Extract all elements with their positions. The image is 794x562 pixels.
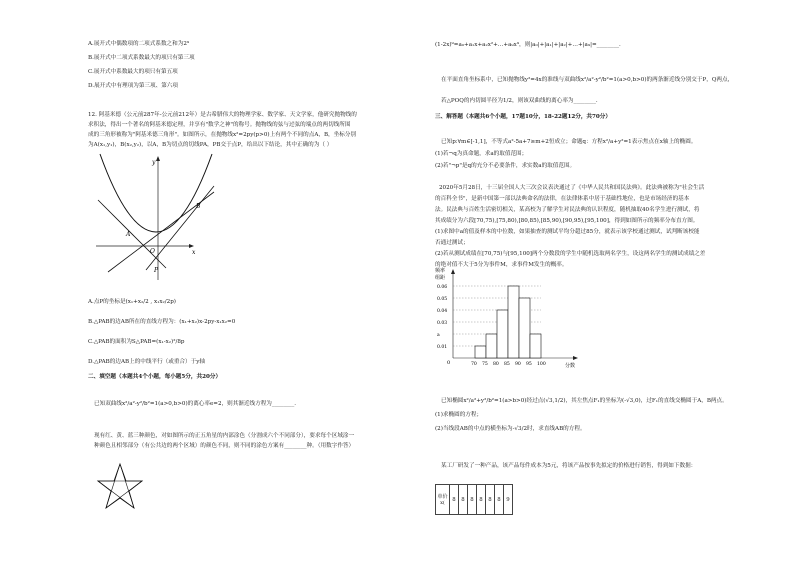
hist-title-top: 频率 (435, 268, 446, 274)
hist-origin: 0 (447, 360, 451, 366)
table-cell: 8 (450, 485, 459, 515)
q18-line: (1)求图中a的值及样本的中位数，如果抽查的测试平均分超过85分，就表示该学校通过测试，试判断该校能 (435, 229, 700, 235)
hist-x-tick-label: 85 (504, 362, 510, 367)
y-label: y (152, 159, 156, 166)
q12-line: 求积法，得出一个著名的阿基米德定理，并享有"数学之神"的称号。抛物线的弦与过弦的端点的两切线所围 (88, 122, 351, 128)
hist-bar (519, 298, 530, 358)
x-label: x (192, 249, 196, 256)
q18-line: 的百科全书"，是新中国第一部以法典命名的法律，在法律体系中居于基础性地位，也是市场经济的基本 (435, 196, 690, 202)
hist-y-arrow (451, 269, 455, 274)
hist-y-tick-label: 0.05 (437, 296, 448, 302)
hist-bar (475, 346, 486, 358)
section-2-title: 二、填空题（本题共4个小题，每小题5分，共20分） (88, 374, 222, 380)
q15-text: (1-2x)⁹=a₀+a₁x+a₂x²+…+a₉x⁹，则|a₀|+|a₁|+|a₂|+…+|a₉|=________. (435, 42, 621, 48)
table-row (436, 485, 513, 515)
q17-line: 已知p:∀m∈[-1,1]，不等式a²-5a+7≥m+2恒成立；命题q：方程x²/a+y²=1表示焦点在x轴上的椭圆。 (441, 139, 697, 145)
table-cell: 8 (468, 485, 477, 515)
hist-bar (530, 334, 541, 358)
table-cell: 8 (459, 485, 468, 515)
option-c: C.展开式中系数最大的项只有第五项 (88, 69, 178, 75)
hist-bar (486, 334, 497, 358)
option-d: D.展开式中有理项为第三项、第六项 (88, 83, 178, 89)
hist-x-tick-label: 75 (482, 362, 488, 367)
q17-line: (2)若"¬p"是q的充分不必要条件，求实数a的取值范围。 (435, 163, 576, 169)
hist-x-tick-label: 90 (515, 362, 521, 367)
point-b-label: B (196, 203, 201, 210)
q19-line: (1)求椭圆的方程； (435, 412, 483, 418)
q12-option-a: A.点P的坐标是(x₁+x₂/2 , x₁x₂/2p) (88, 299, 176, 305)
hist-x-arrow (573, 356, 578, 360)
q12-option-b: B.△PAB的边AB所在的直线方程为：(x₁+x₂)x-2py-x₁x₂=0 (88, 319, 236, 325)
table-header-cell: 单价x( (436, 485, 450, 515)
q16-line: 在平面直角坐标系中，已知抛物线y²=4x的准线与双曲线x²/a²-y²/b²=1(a>0,b>0)的两条渐近线分别交于P，Q两点， (441, 77, 734, 83)
table-cell: 8 (486, 485, 495, 515)
table-cell: 8 (477, 485, 486, 515)
hist-y-tick-label: 0.01 (437, 344, 448, 350)
tangent-pb (146, 186, 214, 270)
price-table (435, 484, 513, 515)
q19-line: 已知椭圆x²/a²+y²/b²=1(a>b>0)经过点(√3,1/2)，其左焦点F₁的坐标为(-√3,0)，过F₁的直线交椭圆于A，B两点。 (441, 398, 728, 404)
q13-text: 已知双曲线x²/a²-y²/b²=1(a>0,b>0)的离心率e=2，则其渐近线方程为________. (94, 401, 297, 407)
q18-line: 其成绩分为六段[70,75),[75,80),[80,85),[85,90),[90,95),[95,100]，得到如图所示的频率分布直方图。 (435, 218, 699, 224)
q18-line: (2)若从测试成绩在[70,75)与[95,100]两个分数段的学生中随机选取两名学生，设这两名学生的测试成绩之差 (435, 251, 706, 257)
x-axis-arrow (189, 244, 194, 248)
hist-x-tick-label: 70 (471, 362, 477, 367)
hist-y-tick-label: 0.04 (437, 308, 448, 314)
hist-y-tick-label: a (437, 332, 440, 338)
q14-line: 现有红、黄、蓝三种颜色，对如图所示的正五角星的内部涂色（分割成六个不同部分），要求每个区域涂一 (94, 433, 355, 439)
q17-line: (1)若¬q为真命题，求a的取值范围； (435, 151, 528, 157)
hist-x-tick-label: 80 (493, 362, 499, 367)
y-axis-arrow (156, 156, 160, 161)
star-figure (96, 462, 144, 510)
q16-line: 若△POQ的内切圆半径为1/2，则该双曲线的离心率为________. (441, 98, 598, 104)
q20-text: 某工厂研发了一种产品，该产品每件成本为5元，将该产品按事先拟定的价格进行销售，得到如下数据： (441, 463, 697, 469)
q12-line: 12. 阿基米德（公元前287年-公元前212年）是古希腊伟大的物理学家、数学家、天文学家，他研究抛物线的 (88, 112, 357, 118)
parabola-figure (96, 152, 216, 282)
parabola-curve (100, 154, 212, 232)
star-inner-lines (98, 464, 142, 508)
left-column (88, 0, 388, 562)
hist-bar (497, 310, 508, 358)
hist-x-unit: 分数 (565, 363, 576, 369)
q18-line: 的绝对值不大于5分为事件M，求事件M发生的概率。 (435, 262, 568, 268)
q14-line: 种颜色且相邻部分（有公共边的两个区域）的颜色不同，则不同的涂色方案有________种。（用数字作答） (94, 443, 355, 449)
frequency-histogram (435, 266, 585, 372)
table-cell: 8 (495, 485, 504, 515)
q12-option-d: D.△PAB的边AB上的中线平行（或重合）于y轴 (88, 359, 205, 365)
option-a: A.展开式中偶数项的二项式系数之和为2⁹ (88, 41, 190, 47)
hist-bar (508, 286, 519, 358)
hist-title-bottom: 组距 (435, 275, 446, 281)
right-column (435, 0, 765, 562)
section-3-title: 三、解答题（本题共6个小题，17题10分，18-22题12分，共70分） (435, 114, 611, 120)
hist-y-tick-label: 0.06 (437, 284, 448, 290)
hist-x-tick-label: 95 (526, 362, 532, 367)
hist-x-tick-label: 100 (537, 362, 546, 367)
point-a-label: A (126, 231, 131, 238)
table-cell: 9 (504, 485, 513, 515)
q18-line: 否通过测试； (435, 240, 469, 246)
option-b: B.展开式中二项式系数最大的项只有第三项 (88, 55, 195, 61)
q18-line: 2020年5月28日，十三届全国人大三次会议表决通过了《中华人民共和国民法典》。此法典被称为"社会生活 (439, 185, 705, 191)
hist-y-tick-label: 0.03 (437, 320, 448, 326)
q18-line: 法。民法典与百姓生活密切相关，某高校为了解学生对民法典的认识程度，随机抽取40名学生进行测试，将 (435, 207, 700, 213)
origin-label: O (150, 248, 155, 255)
q19-line: (2)当线段AB的中点的横坐标为-√3/2时，求直线AB的方程。 (435, 426, 586, 432)
point-p-label: P (154, 267, 159, 274)
q12-line: 成的三角形被称为"阿基米德三角形"。如图所示，在抛物线x²=2py(p>0)上有两个不同的点A，B，坐标分别 (88, 132, 357, 138)
q12-option-c: C.△PAB的面积为S△PAB=(x₁-x₂)²/8p (88, 339, 185, 345)
q12-line: 为A(x₁,y₁)，B(x₂,y₂)，以A，B为切点的切线PA，PB交于点P，给出以下结论，其中正确的为（ ） (88, 142, 333, 148)
